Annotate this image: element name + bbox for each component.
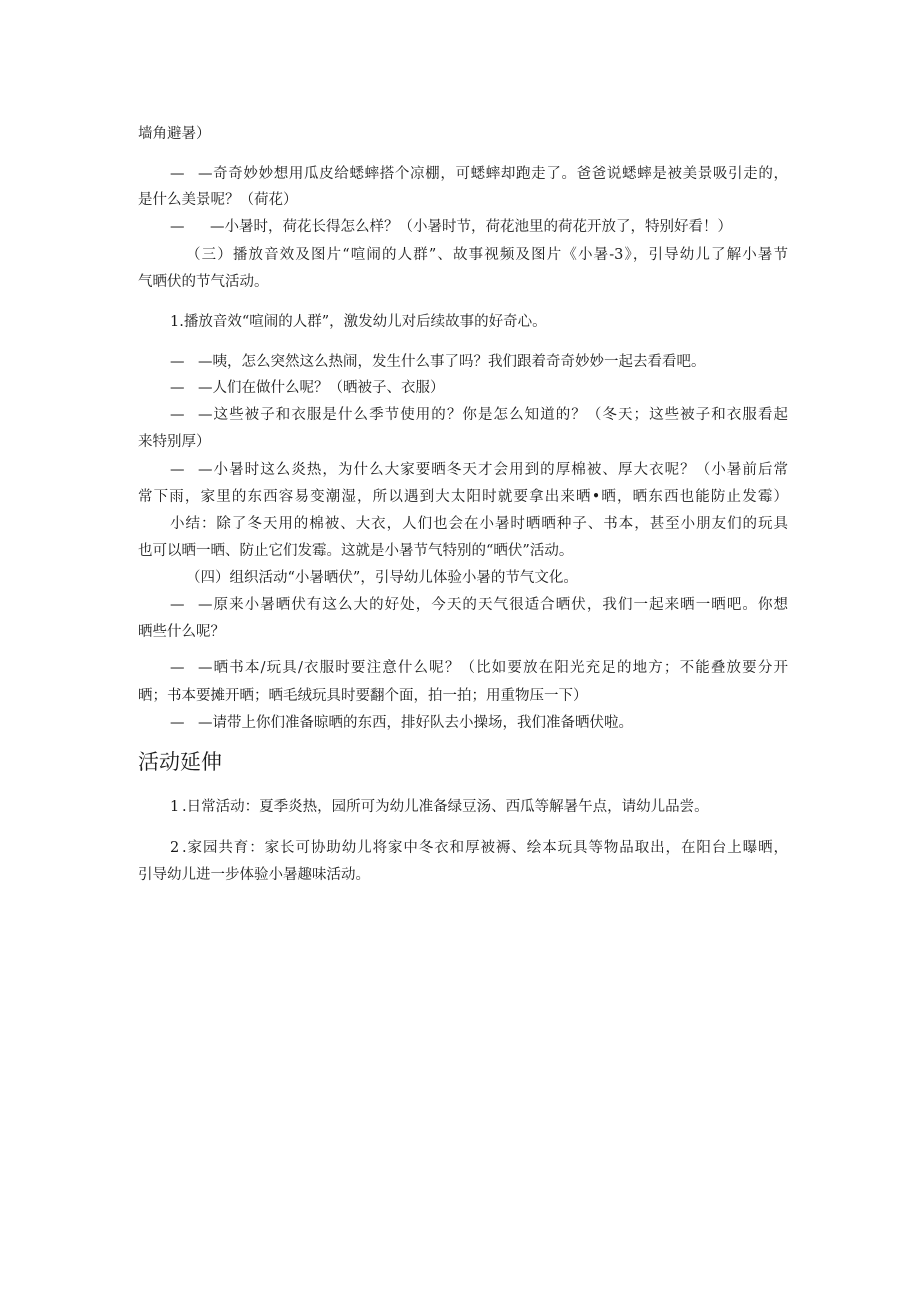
section-title: 活动延伸 <box>138 750 222 774</box>
dialogue-line-cont: 常下雨，家里的东西容易变潮湿，所以遇到大太阳时就要拿出来晒•晒，晒东西也能防止发霉） <box>138 489 788 505</box>
dash-mark: — <box>170 597 185 613</box>
paragraph-line: 墙角避暑） <box>138 126 211 142</box>
dialogue-line: — —晒书本/玩具/衣服时要注意什么呢？（比如要放在阳光充足的地方；不能叠放要分开 <box>170 660 788 676</box>
section-heading-three: （三）播放音效及图片“喧闹的人群”、故事视频及图片《小暑-3》，引导幼儿了解小暑节 <box>186 247 788 263</box>
dialogue-line: — —奇奇妙妙想用瓜皮给蟋蟀搭个凉棚，可蟋蟀却跑走了。爸爸说蟋蟀是被美景吸引走的， <box>170 166 788 182</box>
paragraph-line-cont: 气晒伏的节气活动。 <box>138 274 269 290</box>
dialogue-line: — —咦，怎么突然这么热闹，发生什么事了吗？我们跟着奇奇妙妙一起去看看吧。 <box>170 354 706 370</box>
step-item: 1.播放音效“喧闹的人群”，激发幼儿对后续故事的好奇心。 <box>170 314 547 330</box>
dialogue-line: — —小暑时这么炎热，为什么大家要晒冬天才会用到的厚棉被、厚大衣呢？（小暑前后常 <box>170 462 788 478</box>
dialogue-line-cont: 来特别厚） <box>138 434 211 450</box>
extension-item-cont: 引导幼儿进一步体验小暑趣味活动。 <box>138 867 370 883</box>
dash-mark: — <box>170 715 185 731</box>
dash-mark: — <box>170 380 185 396</box>
extension-item: 1 .日常活动：夏季炎热，园所可为幼儿准备绿豆汤、西瓜等解暑午点，请幼儿品尝。 <box>170 799 709 815</box>
dialogue-line-cont: 晒些什么呢？ <box>138 624 225 640</box>
item-number: 2 <box>170 840 180 856</box>
dialogue-line-cont: 是什么美景呢？（荷花） <box>138 192 298 208</box>
summary-line-cont: 也可以晒一晒、防止它们发霉。这就是小暑节气特别的“晒伏”活动。 <box>138 543 574 559</box>
dash-mark: — <box>170 660 185 676</box>
dash-mark: — <box>170 354 185 370</box>
section-heading-four: （四）组织活动“小暑晒伏”，引导幼儿体验小暑的节气文化。 <box>186 570 578 586</box>
dash-mark: — <box>170 166 185 182</box>
dash-mark: — <box>170 407 185 423</box>
dialogue-line: — —请带上你们准备晾晒的东西，排好队去小操场，我们准备晒伏啦。 <box>170 715 633 731</box>
dialogue-line: — —原来小暑晒伏有这么大的好处，今天的天气很适合晒伏，我们一起来晒一晒吧。你想 <box>170 597 788 613</box>
item-number: 1 <box>170 799 180 815</box>
extension-item: 2 .家园共育：家长可协助幼儿将家中冬衣和厚被褥、绘本玩具等物品取出，在阳台上曝晒， <box>170 840 788 856</box>
dialogue-line: — —小暑时，荷花长得怎么样？（小暑时节，荷花池里的荷花开放了，特别好看！） <box>170 219 732 235</box>
dash-mark: — <box>170 462 185 478</box>
dash-mark: — <box>170 219 185 235</box>
summary-line: 小结：除了冬天用的棉被、大衣，人们也会在小暑时晒晒种子、书本，甚至小朋友们的玩具 <box>170 516 788 532</box>
dialogue-line-cont: 晒；书本要摊开晒；晒毛绒玩具时要翻个面，拍一拍；用重物压一下） <box>138 688 588 704</box>
dialogue-line: — —这些被子和衣服是什么季节使用的？你是怎么知道的？（冬天；这些被子和衣服看起 <box>170 407 788 423</box>
dialogue-line: — —人们在做什么呢？（晒被子、衣服） <box>170 380 445 396</box>
